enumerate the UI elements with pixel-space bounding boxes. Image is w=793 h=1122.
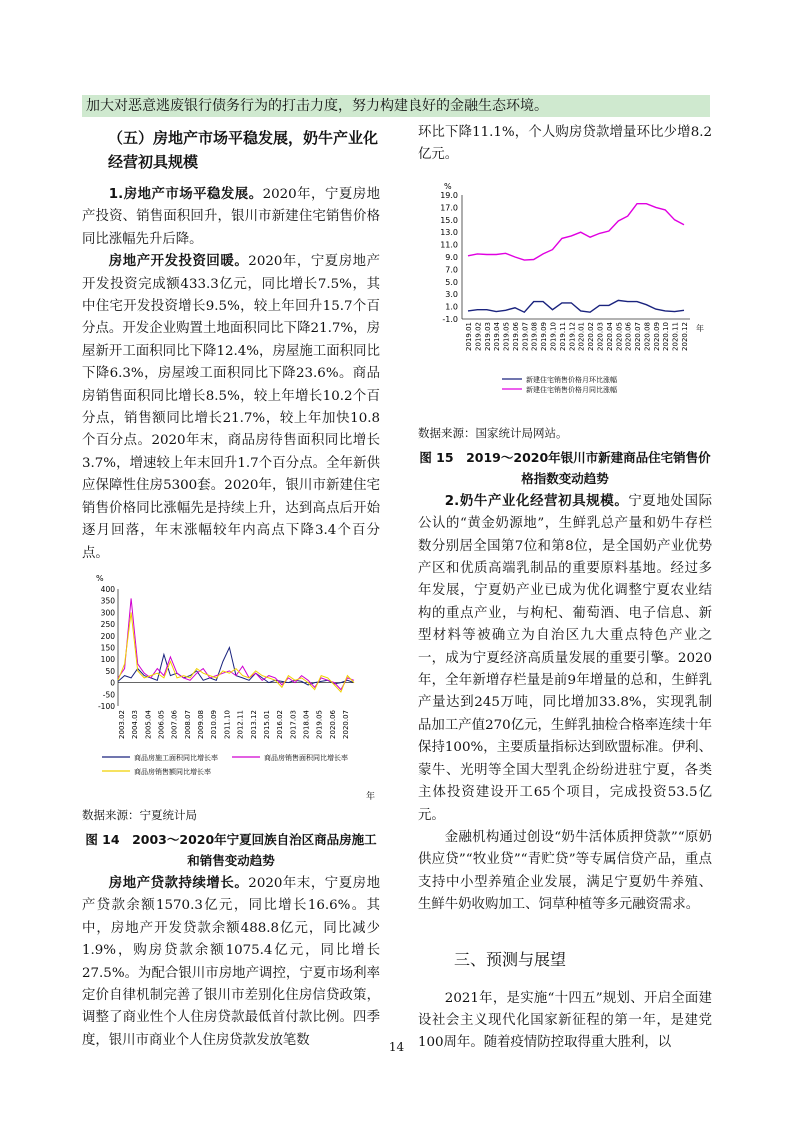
legend-label: 商品房施工面积同比增长率: [134, 753, 218, 762]
page-number: 14: [388, 1040, 405, 1054]
x-tick-label: 2019.11: [558, 321, 567, 351]
x-tick-label: 2017.03: [289, 709, 298, 739]
series-line-2: [468, 204, 684, 260]
paragraph-text: 2020年末，宁夏房地产贷款余额1570.3亿元，同比增长16.6%。其中，房地产开发贷款余额488.8亿元，同比减少1.9%，购房贷款余额1075.4亿元，同比增长27.5%。为配合银川市房地产调控，宁夏市场利率定价自律机制完善了银川市差别化住房信贷政策，调整了商业性个人住房贷款最低首付款比例。四季度，银川市商业个人住房贷款发放笔数: [82, 875, 381, 1048]
paragraph-text: 宁夏地处国际公认的“黄金奶源地”，生鲜乳总产量和奶牛存栏数分别居全国第7位和第8位，是全国奶产业优势产区和优质高端乳制品的重要原料基地。经过多年发展，宁夏奶产业已成为优化调整宁夏农业结构的重点产业，与枸杞、葡萄酒、电子信息、新型材料等被确立为自治区九大重点特色产业之一，成为宁夏经济高质量发展的重要引擎。2020年，全年新增存栏量是前9年增量的总和，生鲜乳产量达到245万吨，同比增加33.8%，实现乳制品加工产值270亿元，生鲜乳抽检合格率连续十年保持100%，主要质量指标达到欧盟标准。伊利、蒙牛、光明等全国大型乳企纷纷进驻宁夏，各类主体投资建设开工65个项目，完成投资53.5亿元。: [418, 493, 713, 823]
x-tick-label: 2019.05: [502, 321, 511, 351]
paragraph-3: [82, 873, 380, 1052]
paragraph-6: 2021年，是实施“十四五”规划、开启全面建设社会主义现代化国家新征程的第一年，是建党100周年。随着疫情防控取得重大胜利，以: [418, 990, 712, 1051]
x-tick-label: 2010.09: [210, 709, 219, 739]
y-tick-label: -1.0: [442, 314, 458, 324]
x-tick-label: 2020.05: [615, 321, 624, 351]
y-tick-label: 13.0: [440, 228, 458, 238]
x-tick-label: 2019.05: [315, 709, 324, 739]
series-line-1: [118, 647, 354, 684]
y-tick-label: 350: [100, 596, 115, 606]
paragraph-5: 金融机构通过创设“奶牛活体质押贷款”“原奶供应贷”“牧业贷”“青贮贷”等专属信贷产品，重点支持中小型养殖企业发展，满足宁夏奶牛养殖、生鲜牛奶收购加工、饲草种植等多元融资需求。: [418, 829, 712, 913]
x-tick-label: 2020.07: [634, 321, 643, 351]
y-tick-label: -50: [102, 690, 115, 700]
y-tick-label: 3.0: [445, 290, 458, 300]
figure-14-source: 数据来源：宁夏统计局: [82, 807, 197, 822]
y-tick-label: 200: [100, 631, 115, 641]
paragraph-continued: 环比下降11.1%，个人购房贷款增量环比少增8.2亿元。: [418, 125, 712, 163]
x-tick-label: 2019.04: [493, 321, 502, 351]
y-tick-label: -100: [97, 701, 115, 711]
x-tick-label: 2004.03: [131, 709, 140, 739]
x-tick-label: 2020.06: [328, 709, 337, 739]
figure-15-chart: [418, 181, 712, 421]
x-tick-label: 2020.09: [652, 321, 661, 351]
x-tick-label: 2013.12: [249, 709, 258, 739]
y-tick-label: 250: [100, 620, 115, 630]
x-tick-label: 2019.08: [530, 321, 539, 351]
x-tick-label: 2020.08: [643, 321, 652, 351]
figure-15-source: 数据来源：国家统计局网站。: [418, 425, 568, 440]
series-line-1: [468, 300, 684, 312]
y-tick-label: 9.0: [445, 252, 458, 262]
figure-15-caption: 图 15 2019～2020年银川市新建商品住宅销售价格指数变动趋势: [419, 449, 711, 486]
x-tick-label: 2020.10: [662, 321, 671, 351]
paragraph-lead: 2.奶牛产业化经营初具规模。: [444, 493, 629, 509]
y-tick-label: 1.0: [445, 302, 458, 312]
right-column: [418, 122, 712, 1055]
section-title: （五）房地产市场平稳发展，奶牛产业化经营初具规模: [108, 129, 379, 171]
y-tick-label: 100: [100, 655, 115, 665]
y-tick-label: 5.0: [445, 277, 458, 287]
figure-14-chart: [82, 571, 380, 803]
series-line-2: [118, 598, 354, 689]
paragraph-lead: 1.房地产市场平稳发展。: [108, 187, 263, 202]
x-tick-label: 2018.04: [302, 709, 311, 739]
legend-label: 新建住宅销售价格月环比涨幅: [526, 375, 617, 384]
paragraph-lead: 房地产开发投资回暖。: [108, 254, 249, 270]
x-tick-label: 2019.06: [511, 321, 520, 351]
y-tick-label: 300: [100, 608, 115, 618]
paragraph-text: 2020年，宁夏房地产开发投资完成额433.3亿元，同比增长7.5%，其中住宅开发投资增长9.5%，较上年回升15.7个百分点。开发企业购置土地面积同比下降21.7%，房屋新开工面积同比下降12.4%，房屋施工面积同比下降6.3%，房屋竣工面积同比下降23.6%。商品房销售面积同比增长8.5%，较上年增长10.2个百分点，销售额同比增长21.7%，较上年加快10.8个百分点。2020年末，商品房待售面积同比增长3.7%，增速较上年末回升1.7个百分点。全年新供应保障性住房5300套。2020年，银川市新建住宅销售价格同比涨幅先是持续上升，达到高点后开始逐月回落，年末涨幅较年内高点下降3.4个百分点。: [82, 254, 381, 561]
paragraph-4: [418, 491, 712, 827]
paragraph-text: 2020年，宁夏房地产投资、销售面积回升，银川市新建住宅销售价格同比涨幅先升后降。: [82, 187, 381, 247]
series-line-3: [118, 612, 354, 692]
legend-label: 商品房销售额同比增长率: [134, 767, 211, 776]
x-tick-label: 2019.03: [483, 321, 492, 351]
y-tick-label: 400: [100, 584, 115, 594]
paragraph-lead: 房地产贷款持续增长。: [108, 875, 249, 891]
y-tick-label: 17.0: [440, 203, 458, 213]
y-tick-label: 7.0: [445, 265, 458, 275]
y-tick-label: 15.0: [440, 215, 458, 225]
legend-label: 新建住宅销售价格月同比涨幅: [526, 385, 617, 394]
x-unit-label: 年: [696, 323, 704, 333]
section-3-title: 三、预测与展望: [454, 949, 567, 969]
x-tick-label: 2011.10: [223, 709, 232, 739]
x-tick-label: 2019.07: [521, 321, 530, 351]
x-tick-label: 2009.08: [197, 709, 206, 739]
x-tick-label: 2020.12: [681, 321, 689, 351]
x-tick-label: 2020.03: [596, 321, 605, 351]
legend-label: 商品房销售面积同比增长率: [264, 753, 348, 762]
x-tick-label: 2019.09: [540, 321, 549, 351]
x-tick-label: 2019.12: [568, 321, 577, 351]
x-tick-label: 2012.11: [236, 709, 245, 739]
x-tick-label: 2020.04: [605, 321, 614, 351]
y-tick-label: 0: [110, 678, 115, 688]
y-unit-label: %: [96, 573, 104, 583]
x-tick-label: 2019.02: [474, 321, 483, 351]
y-tick-label: 11.0: [440, 240, 458, 250]
x-unit-label: 年: [366, 791, 376, 802]
y-tick-label: 19.0: [440, 190, 458, 200]
x-tick-label: 2016.02: [276, 709, 285, 739]
x-tick-label: 2008.07: [183, 709, 192, 739]
paragraph-2: [82, 251, 380, 565]
x-tick-label: 2005.04: [144, 709, 153, 739]
highlighted-banner: 加大对恶意逃废银行债务行为的打击力度，努力构建良好的金融生态环境。: [82, 95, 710, 117]
x-tick-label: 2019.01: [465, 321, 473, 351]
x-tick-label: 2020.01: [577, 321, 586, 351]
y-unit-label: %: [444, 181, 452, 191]
paragraph-1: [82, 184, 380, 251]
x-tick-label: 2019.10: [549, 321, 558, 351]
x-tick-label: 2020.02: [587, 321, 596, 351]
y-tick-label: 50: [105, 666, 115, 676]
x-tick-label: 2015.01: [262, 709, 271, 739]
y-tick-label: 150: [100, 643, 115, 653]
x-tick-label: 2006.05: [157, 709, 166, 739]
left-column: [82, 122, 380, 1052]
x-tick-label: 2020.07: [342, 709, 350, 739]
x-tick-label: 2020.06: [624, 321, 633, 351]
x-tick-label: 2020.11: [671, 321, 680, 351]
x-tick-label: 2003.02: [118, 709, 126, 739]
figure-14-caption: 图 14 2003～2020年宁夏回族自治区商品房施工和销售变动趋势: [85, 831, 377, 868]
x-tick-label: 2007.06: [170, 709, 179, 739]
